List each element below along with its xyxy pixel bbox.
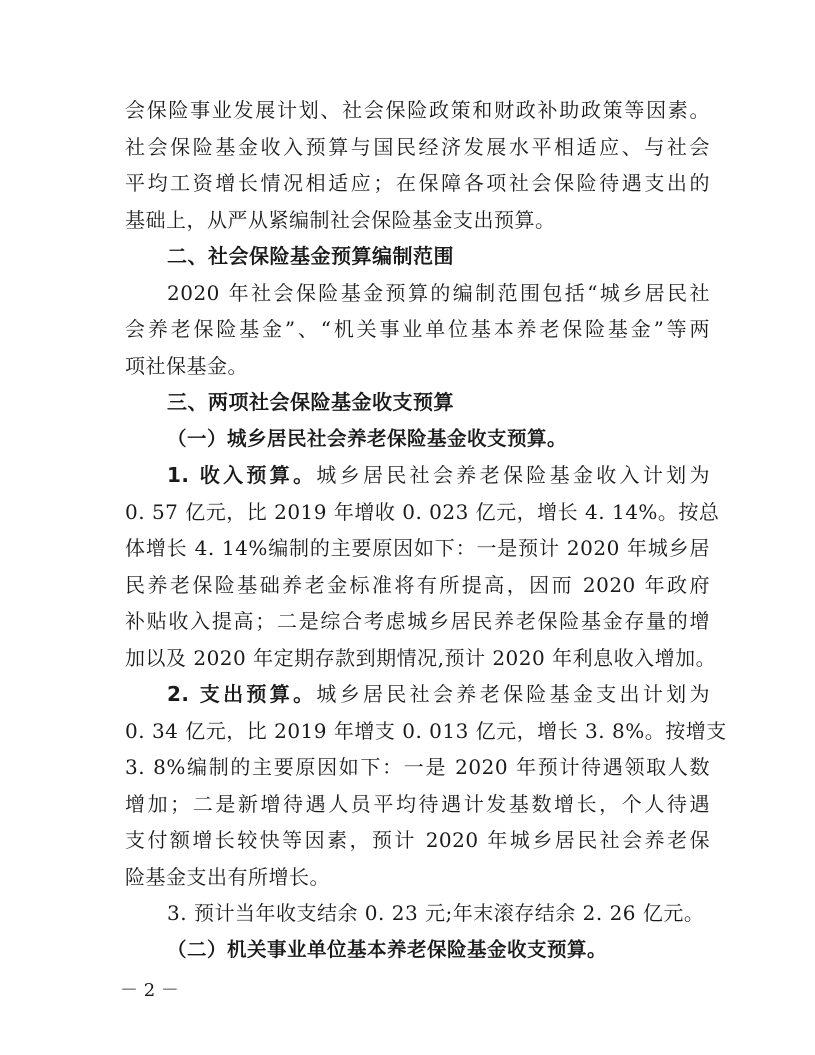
text-line: 项社保基金。: [125, 353, 248, 378]
text-line: 0. 34 亿元，比 2019 年增支 0. 013 亿元，增长 3. 8%。按增支: [125, 718, 727, 743]
text-line: 基础上，从严从紧编制社会保险基金支出预算。: [125, 207, 556, 232]
body-text: [125, 92, 727, 968]
text-line: 增加；二是新增待遇人员平均待遇计发基数增长，个人待遇: [125, 791, 710, 816]
text-line: 加以及 2020 年定期存款到期情况,预计 2020 年利息收入增加。: [125, 645, 717, 670]
section-heading-budget: 三、两项社会保险基金收支预算: [167, 390, 454, 414]
paragraph-expense: [125, 676, 727, 895]
text-line: 体增长 4. 14%编制的主要原因如下：一是预计 2020 年城乡居: [125, 536, 710, 560]
subsection-heading-institutions: （二）机关事业单位基本养老保险基金收支预算。: [167, 937, 608, 961]
section-heading-scope: 二、社会保险基金预算编制范围: [167, 244, 454, 268]
paragraph-scope: [125, 275, 710, 385]
income-lead: 1. 收入预算。: [167, 463, 317, 487]
expense-lead: 2. 支出预算。: [167, 682, 317, 706]
text-line: 社会保险基金收入预算与国民经济发展水平相适应、与社会: [125, 134, 710, 159]
expense-first-text: 城乡居民社会养老保险基金支出计划为: [316, 682, 710, 706]
paragraph-balance: 3. 预计当年收支结余 0. 23 元;年末滚存结余 2. 26 亿元。: [167, 901, 705, 925]
page-number: － 2 －: [120, 980, 179, 1001]
text-line: 会养老保险基金”、“机关事业单位基本养老保险基金”等两: [125, 317, 710, 341]
text-line: 2020 年社会保险基金预算的编制范围包括“城乡居民社: [167, 280, 710, 305]
text-line: 补贴收入提高；二是综合考虑城乡居民养老保险基金存量的增: [125, 609, 710, 633]
text-line: 0. 57 亿元，比 2019 年增收 0. 023 亿元，增长 4. 14%。按总: [125, 499, 720, 524]
text-line: 3. 8%编制的主要原因如下：一是 2020 年预计待遇领取人数: [125, 755, 710, 779]
paragraph-intro: [125, 92, 710, 238]
text-line: [125, 676, 710, 713]
paragraph-income: [125, 457, 720, 676]
income-first-text: 城乡居民社会养老保险基金收入计划为: [316, 463, 710, 487]
text-line: 平均工资增长情况相适应；在保障各项社会保险待遇支出的: [125, 171, 710, 195]
text-line: 险基金支出有所增长。: [125, 864, 330, 889]
text-line: [125, 457, 710, 494]
subsection-heading-urban-rural: （一）城乡居民社会养老保险基金收支预算。: [167, 426, 568, 450]
text-line: 会保险事业发展计划、社会保险政策和财政补助政策等因素。: [125, 98, 710, 122]
text-line: 民养老保险基础养老金标准将有所提高，因而 2020 年政府: [125, 572, 710, 597]
text-line: 支付额增长较快等因素，预计 2020 年城乡居民社会养老保: [125, 828, 710, 852]
